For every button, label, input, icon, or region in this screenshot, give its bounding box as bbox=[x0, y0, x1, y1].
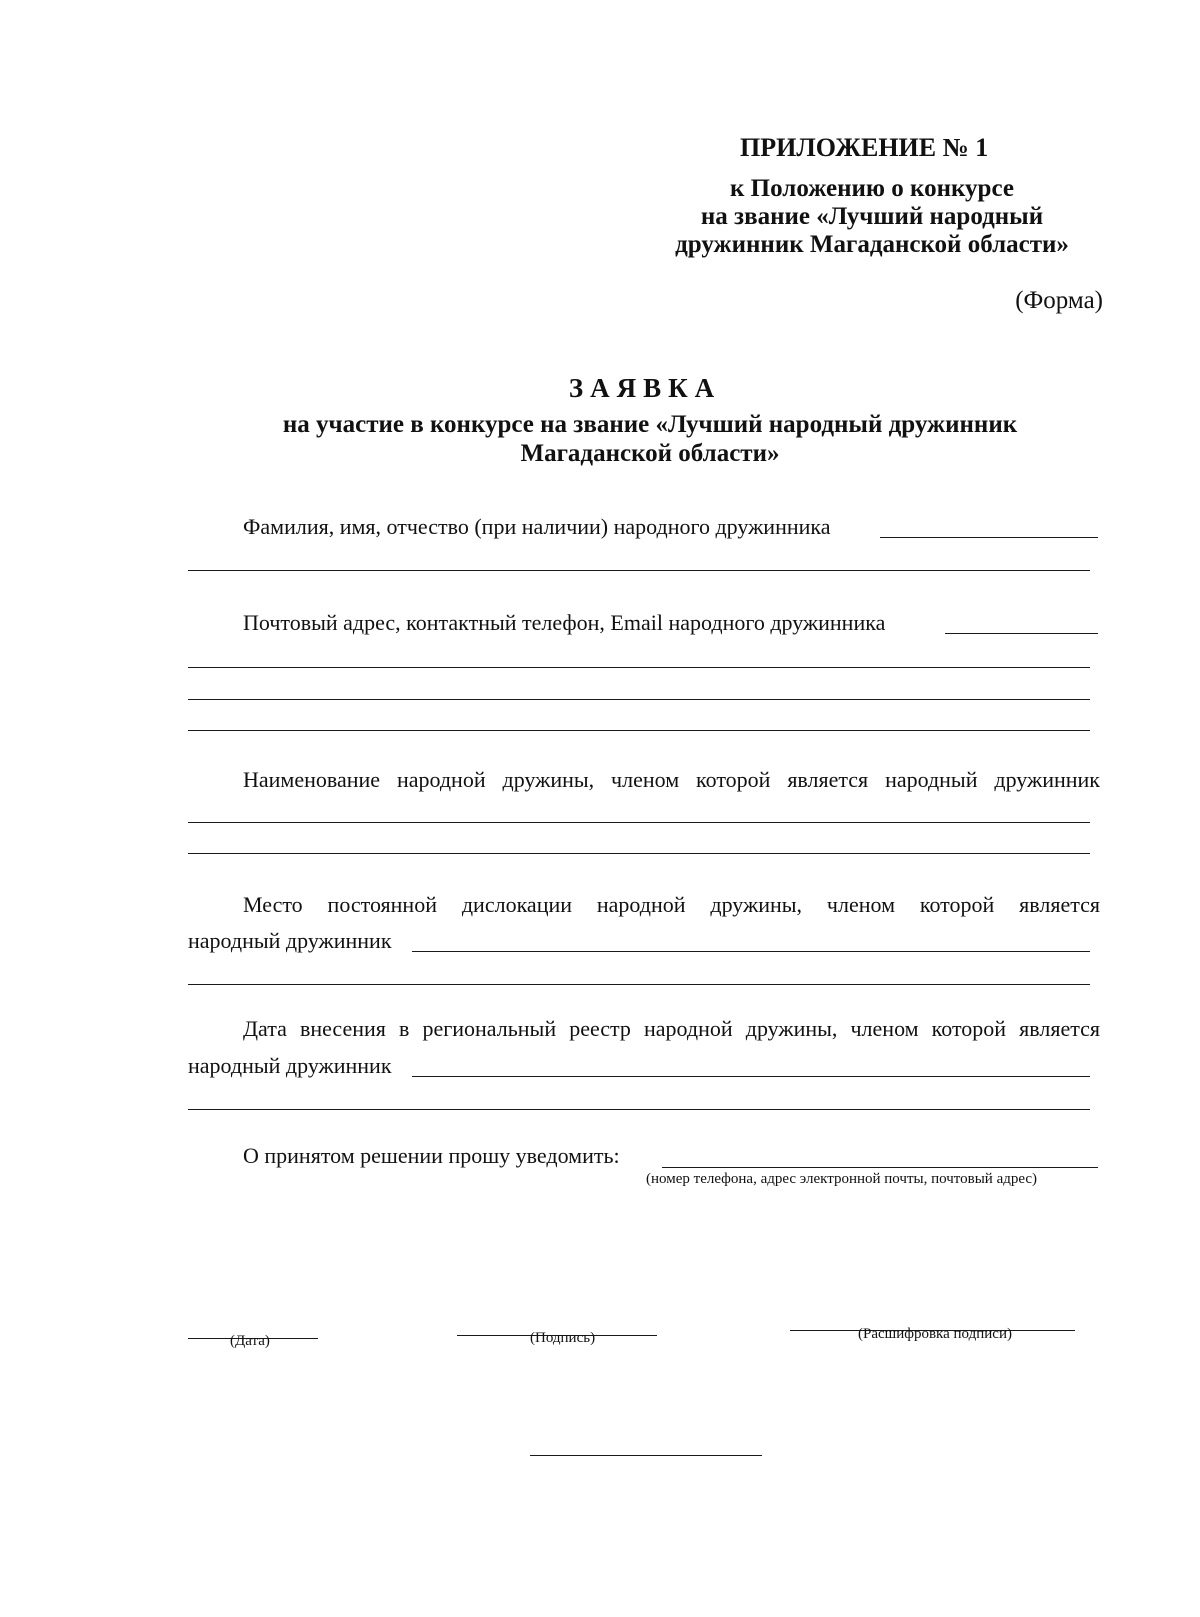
document-title: ЗАЯВКА bbox=[568, 373, 722, 403]
appendix-line-1: к Положению о конкурсе bbox=[730, 175, 1014, 202]
registry-date-label: Дата внесения в региональный реестр народной дружины, членом которой является bbox=[243, 1016, 1100, 1041]
contacts-input-line-4[interactable] bbox=[188, 730, 1090, 731]
closing-divider bbox=[530, 1455, 762, 1456]
full-name-input-line[interactable] bbox=[880, 537, 1098, 538]
date-caption: (Дата) bbox=[230, 1333, 270, 1349]
appendix-title: ПРИЛОЖЕНИЕ № 1 bbox=[740, 133, 989, 162]
form-mark: (Форма) bbox=[1015, 287, 1103, 314]
document-subtitle bbox=[200, 410, 1100, 468]
registry-date-label-cont: народный дружинник bbox=[188, 1053, 392, 1078]
full-name-label: Фамилия, имя, отчество (при наличии) народного дружинника bbox=[243, 514, 831, 539]
squad-name-input-line[interactable] bbox=[188, 822, 1090, 823]
location-input-line-2[interactable] bbox=[188, 984, 1090, 985]
appendix-line-2: на звание «Лучший народный bbox=[700, 203, 1044, 230]
subtitle-line-1: на участие в конкурсе на звание «Лучший народный дружинник bbox=[282, 411, 1018, 438]
registry-date-input-line-2[interactable] bbox=[188, 1109, 1090, 1110]
appendix-line-3: дружинник Магаданской области» bbox=[675, 231, 1069, 258]
notify-label: О принятом решении прошу уведомить: bbox=[243, 1143, 620, 1168]
contacts-label: Почтовый адрес, контактный телефон, Email народного дружинника bbox=[243, 610, 886, 635]
contacts-input-line[interactable] bbox=[945, 633, 1098, 634]
squad-name-label: Наименование народной дружины, членом которой является народный дружинник bbox=[243, 767, 1100, 792]
contacts-input-line-2[interactable] bbox=[188, 667, 1090, 668]
notify-hint: (номер телефона, адрес электронной почты, почтовый адрес) bbox=[646, 1171, 1038, 1187]
decoding-caption: (Расшифровка подписи) bbox=[858, 1326, 1012, 1342]
full-name-input-line-2[interactable] bbox=[188, 570, 1090, 571]
location-input-line[interactable] bbox=[412, 951, 1090, 952]
squad-name-input-line-2[interactable] bbox=[188, 853, 1090, 854]
subtitle-line-2: Магаданской области» bbox=[520, 440, 780, 467]
appendix-reference bbox=[642, 175, 1102, 259]
location-label-cont: народный дружинник bbox=[188, 928, 392, 953]
location-label: Место постоянной дислокации народной дружины, членом которой является bbox=[243, 892, 1100, 917]
registry-date-input-line[interactable] bbox=[412, 1076, 1090, 1077]
signature-caption: (Подпись) bbox=[530, 1330, 596, 1346]
contacts-input-line-3[interactable] bbox=[188, 699, 1090, 700]
notify-input-line[interactable] bbox=[662, 1167, 1098, 1168]
